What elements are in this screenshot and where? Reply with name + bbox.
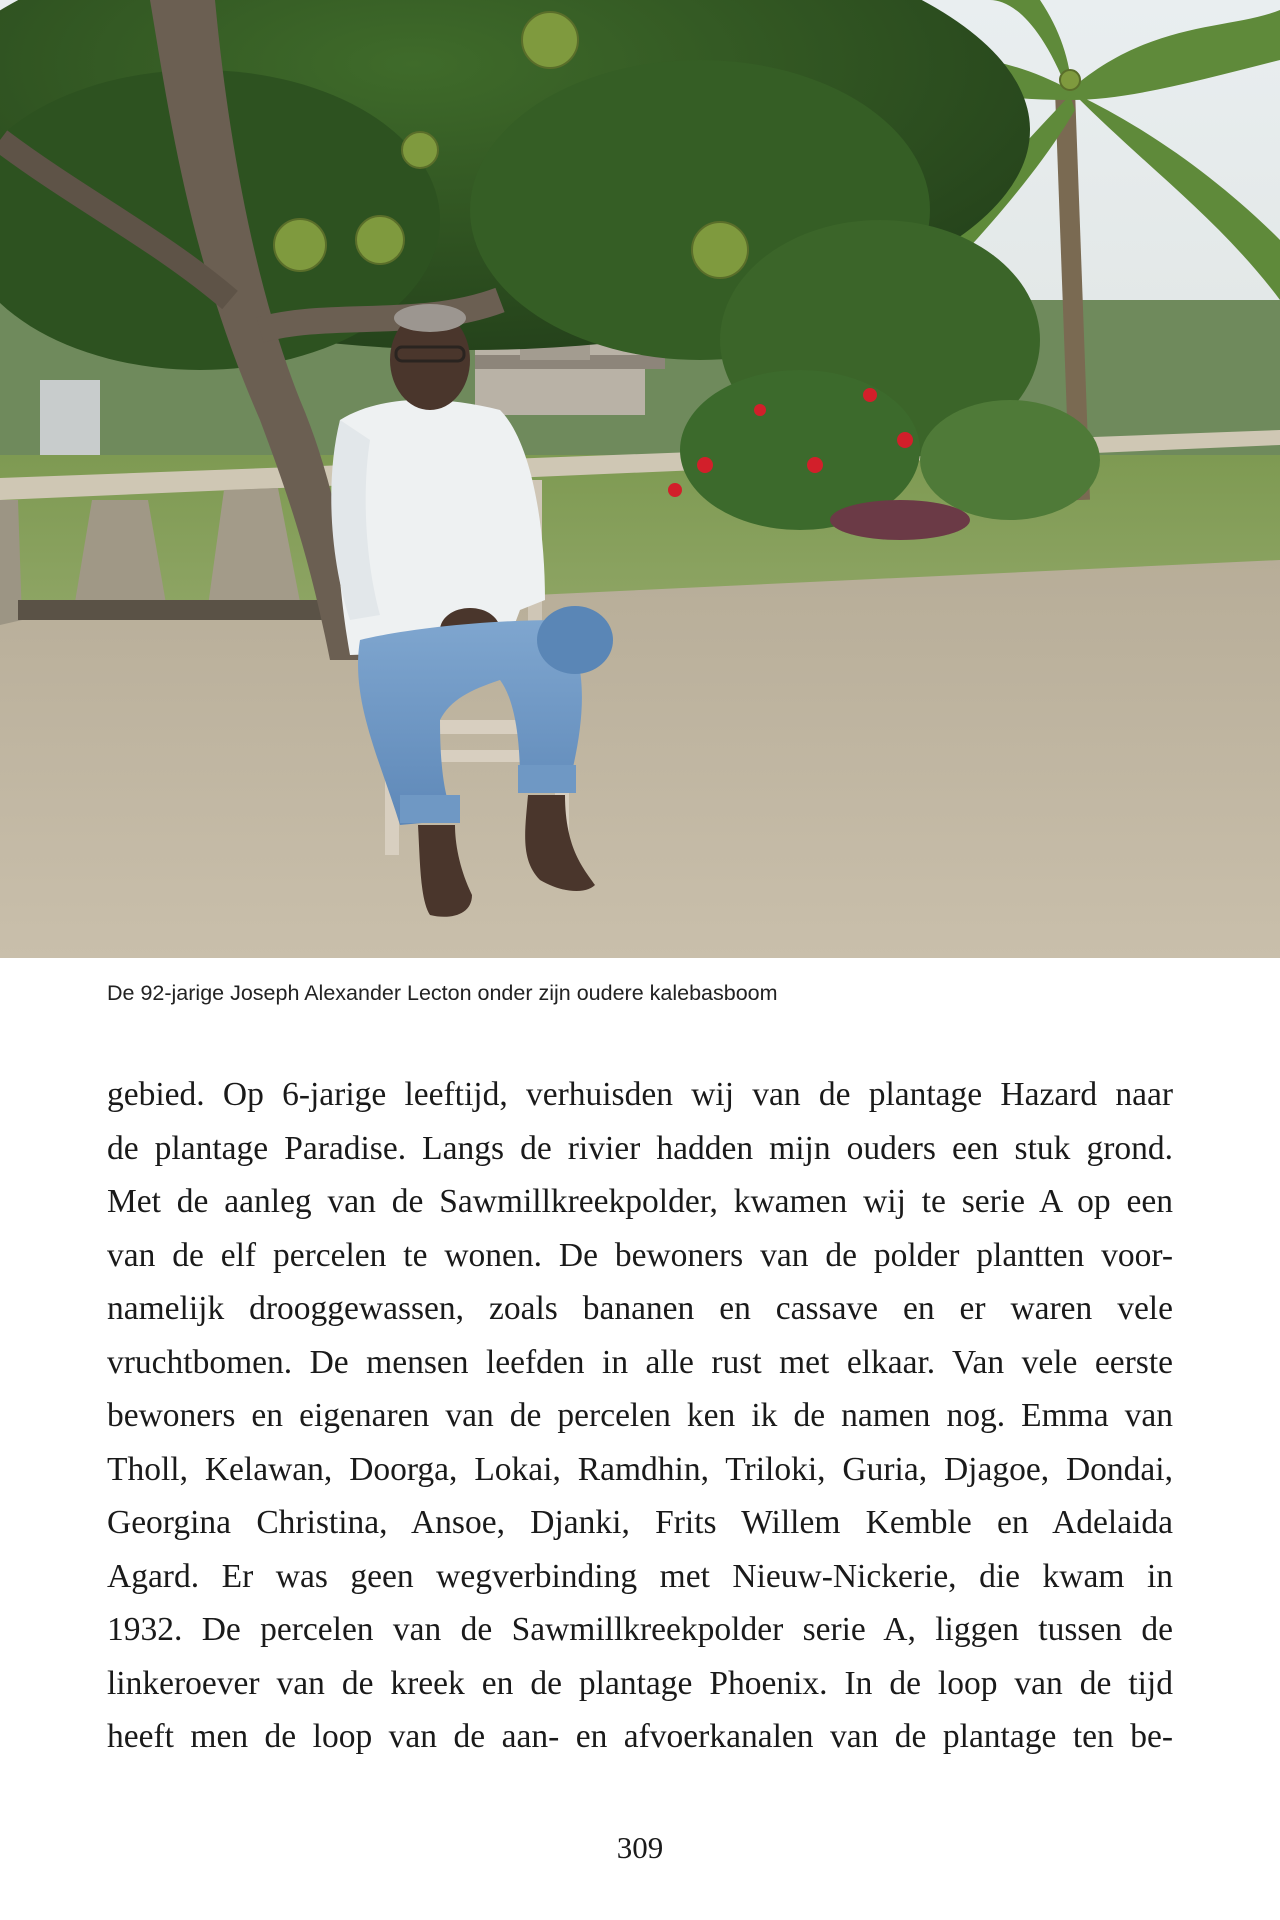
body-line: de plantage Paradise. Langs de rivier hadden mijn ouders een stuk grond. <box>107 1129 1173 1167</box>
photo-caption: De 92-jarige Joseph Alexander Lecton onder zijn oudere kalebasboom <box>107 981 778 1005</box>
body-line: Met de aanleg van de Sawmillkreekpolder, kwamen wij te serie A op een <box>107 1183 1173 1220</box>
body-text <box>107 1068 1173 1764</box>
photo-illustration <box>0 0 1280 958</box>
body-line: Agard. Er was geen wegverbinding met Nieuw-Nickerie, die kwam in <box>107 1557 1173 1595</box>
photo <box>0 0 1280 958</box>
body-line: gebied. Op 6-jarige leeftijd, verhuisden wij van de plantage Hazard naar <box>107 1076 1173 1113</box>
body-line: Georgina Christina, Ansoe, Djanki, Frits Willem Kemble en Adelaida <box>107 1504 1173 1541</box>
page-number: 309 <box>616 1830 664 1865</box>
body-line: namelijk drooggewassen, zoals bananen en cassave en er waren vele <box>107 1290 1173 1327</box>
body-line: linkeroever van de kreek en de plantage Phoenix. In de loop van de tijd <box>107 1664 1173 1702</box>
body-line: bewoners en eigenaren van de percelen ken ik de namen nog. Emma van <box>107 1397 1173 1434</box>
body-line: van de elf percelen te wonen. De bewoners van de polder plantten voor- <box>107 1236 1173 1274</box>
body-line: heeft men de loop van de aan- en afvoerkanalen van de plantage ten be- <box>107 1718 1173 1755</box>
body-line: 1932. De percelen van de Sawmillkreekpolder serie A, liggen tussen de <box>107 1611 1173 1648</box>
body-line: Tholl, Kelawan, Doorga, Lokai, Ramdhin, Triloki, Guria, Djagoe, Dondai, <box>107 1450 1173 1488</box>
body-line: vruchtbomen. De mensen leefden in alle rust met elkaar. Van vele eerste <box>107 1343 1173 1381</box>
